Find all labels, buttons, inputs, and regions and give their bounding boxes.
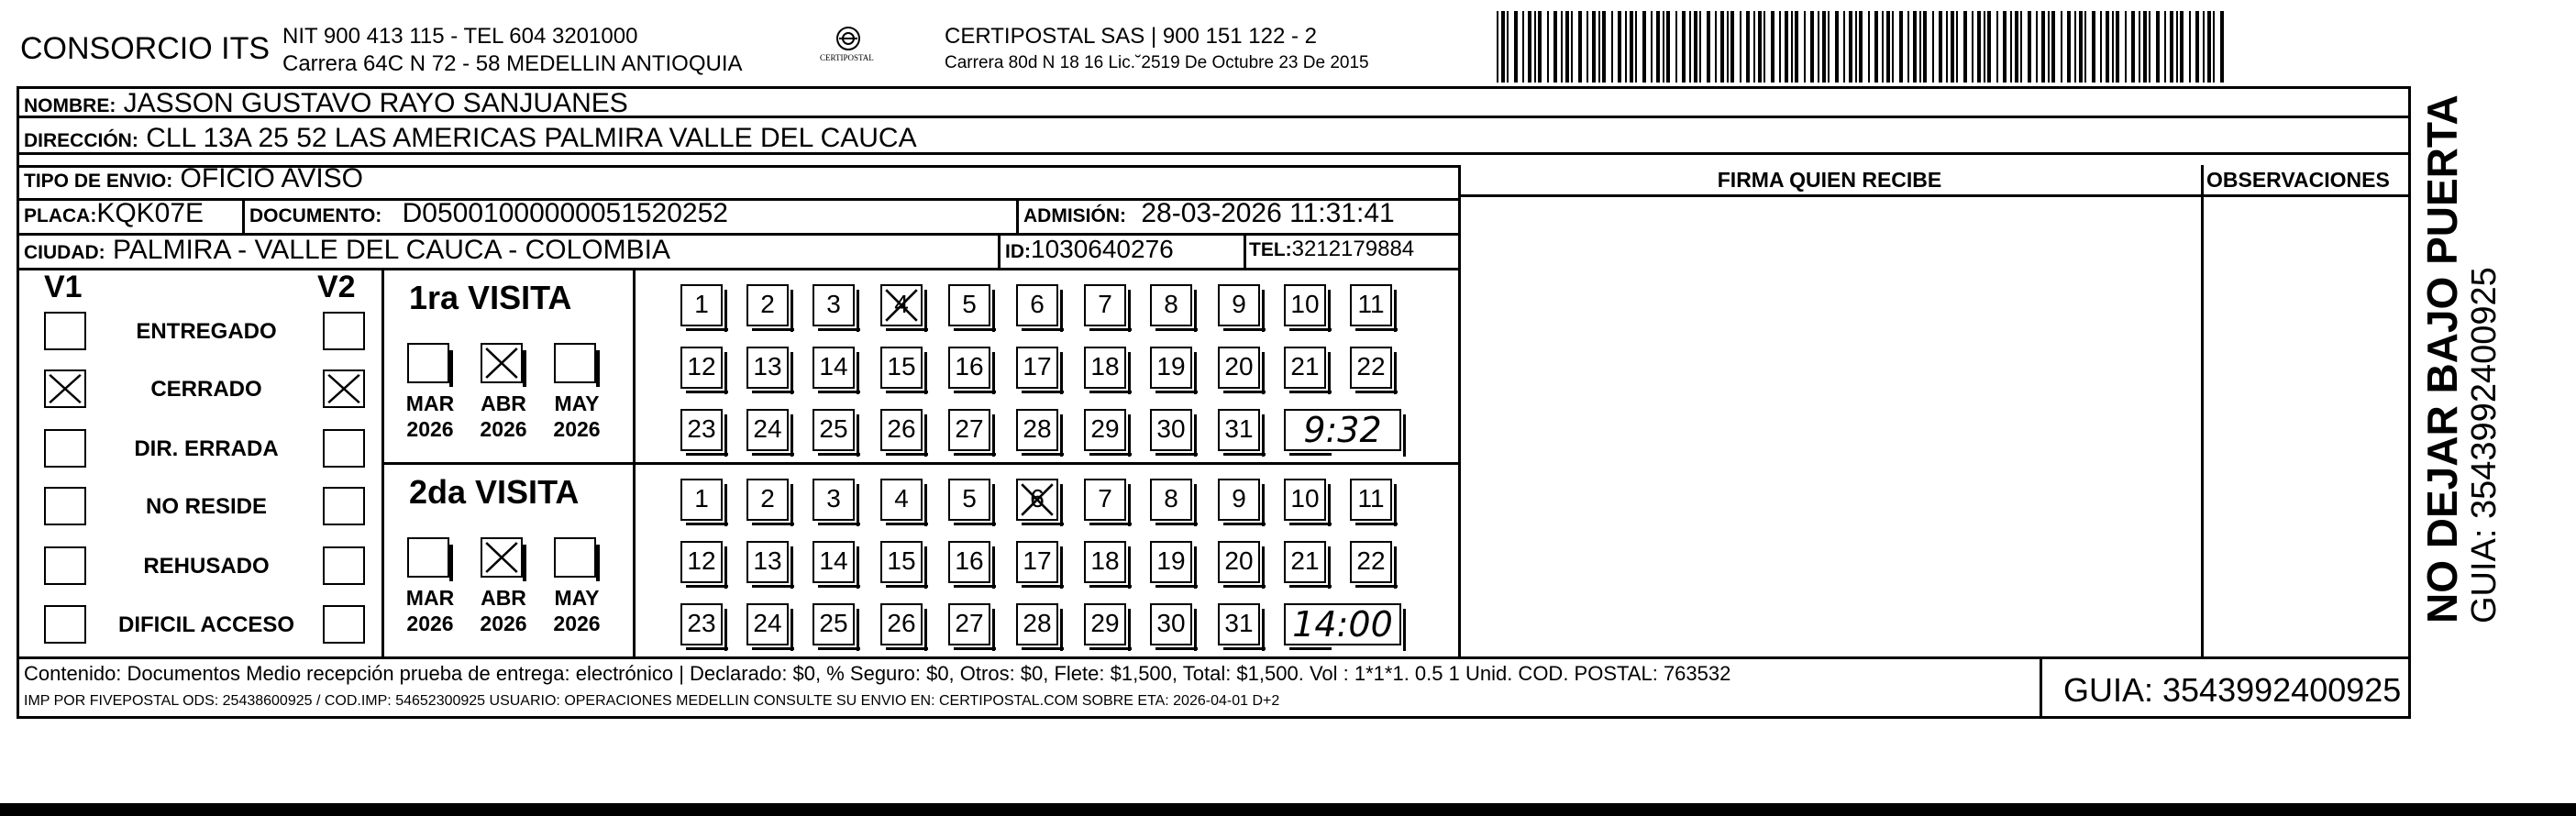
- v2-label: V2: [317, 270, 356, 304]
- v2-checkbox[interactable]: [323, 369, 365, 408]
- day-box[interactable]: 28: [1016, 603, 1058, 645]
- plate-value: KQK07E: [96, 198, 205, 228]
- side-text: [2419, 94, 2504, 623]
- address-row: [24, 123, 917, 154]
- company-address: Carrera 64C N 72 - 58 MEDELLIN ANTIOQUIA: [282, 51, 743, 76]
- day-box[interactable]: 17: [1016, 541, 1058, 583]
- month-label: MAR: [405, 586, 455, 610]
- visit-time: 14:00: [1292, 604, 1393, 645]
- company-name: CONSORCIO ITS: [20, 31, 271, 66]
- year-label: 2026: [406, 612, 454, 635]
- v1-checkbox[interactable]: [44, 546, 86, 585]
- month-checkbox[interactable]: [407, 343, 449, 383]
- v1-checkbox[interactable]: [44, 429, 86, 468]
- day-box[interactable]: 26: [880, 409, 923, 451]
- day-box[interactable]: 1: [680, 479, 723, 521]
- day-box[interactable]: 22: [1350, 347, 1392, 389]
- month-checkbox[interactable]: [554, 343, 596, 383]
- day-box[interactable]: 17: [1016, 347, 1058, 389]
- day-box[interactable]: 8: [1150, 479, 1192, 521]
- day-box[interactable]: 3: [813, 479, 855, 521]
- side-guia: GUIA: 3543992400925: [2465, 267, 2504, 623]
- type-row: [24, 163, 363, 194]
- certipostal-logo: [820, 24, 874, 72]
- footer-contents: Contenido: Documentos Medio recepción prueba de entrega: electrónico | Declarado: $0, % Seguro: $0, Otros: $0, Flete: $1,500, Total: $1,500. Vol : 1*1*1. 0.5 1 Unid. COD. POSTAL: 763532: [24, 662, 1731, 685]
- plate-label: PLACA:: [24, 205, 97, 226]
- status-label: REHUSADO: [143, 554, 270, 579]
- id-row: [1005, 235, 1174, 264]
- day-box[interactable]: 26: [880, 603, 923, 645]
- day-box[interactable]: 24: [746, 409, 789, 451]
- tel-row: [1249, 237, 1414, 262]
- v1-checkbox[interactable]: [44, 312, 86, 350]
- day-box[interactable]: 18: [1084, 347, 1126, 389]
- month-label: MAR: [405, 391, 455, 415]
- year-label: 2026: [553, 417, 601, 441]
- day-box[interactable]: 10: [1284, 479, 1326, 521]
- footer-print-line: IMP POR FIVEPOSTAL ODS: 25438600925 / COD.IMP: 54652300925 USUARIO: OPERACIONES MEDELLIN CONSULTE SU ENVIO EN: CERTIPOSTAL.COM SOBRE ETA: 2026-04-01 D+2: [24, 693, 1280, 709]
- visit-title: 1ra VISITA: [409, 279, 572, 316]
- month-label: MAY: [554, 586, 600, 610]
- visit-time-box[interactable]: [1284, 409, 1401, 451]
- day-box[interactable]: 20: [1218, 347, 1260, 389]
- day-box[interactable]: 30: [1150, 409, 1192, 451]
- year-label: 2026: [553, 612, 601, 635]
- recipient-name: JASSON GUSTAVO RAYO SANJUANES: [123, 88, 628, 118]
- recipient-address: CLL 13A 25 52 LAS AMERICAS PALMIRA VALLE DEL CAUCA: [146, 123, 917, 153]
- day-box[interactable]: 5: [948, 284, 990, 326]
- day-box[interactable]: 13: [746, 347, 789, 389]
- visit-time-box[interactable]: [1284, 603, 1401, 645]
- v1-checkbox[interactable]: [44, 487, 86, 525]
- day-box[interactable]: 30: [1150, 603, 1192, 645]
- day-box[interactable]: 11: [1350, 284, 1392, 326]
- shipment-type: OFICIO AVISO: [180, 163, 364, 193]
- footer-guia: GUIA: 3543992400925: [2063, 671, 2402, 709]
- day-box[interactable]: 1: [680, 284, 723, 326]
- month-label: ABR: [481, 586, 526, 610]
- day-box[interactable]: 25: [813, 409, 855, 451]
- observations-header: OBSERVACIONES: [2206, 168, 2390, 192]
- status-label: ENTREGADO: [136, 319, 277, 344]
- month-checkbox[interactable]: [481, 537, 523, 578]
- day-box[interactable]: 8: [1150, 284, 1192, 326]
- day-box[interactable]: 23: [680, 409, 723, 451]
- type-label: TIPO DE ENVIO:: [24, 171, 173, 192]
- day-box[interactable]: 22: [1350, 541, 1392, 583]
- day-box[interactable]: 15: [880, 347, 923, 389]
- day-box[interactable]: 4: [880, 284, 923, 326]
- name-row: [24, 88, 628, 119]
- address-label: DIRECCIÓN:: [24, 130, 138, 151]
- day-box[interactable]: 5: [948, 479, 990, 521]
- day-box[interactable]: 21: [1284, 541, 1326, 583]
- v2-checkbox[interactable]: [323, 312, 365, 350]
- carrier-name: CERTIPOSTAL SAS | 900 151 122 - 2: [945, 24, 1317, 49]
- day-box[interactable]: 7: [1084, 479, 1126, 521]
- year-label: 2026: [480, 417, 527, 441]
- day-box[interactable]: 14: [813, 541, 855, 583]
- v2-checkbox[interactable]: [323, 429, 365, 468]
- signature-header: FIRMA QUIEN RECIBE: [1717, 168, 1942, 192]
- visit-time: 9:32: [1303, 410, 1382, 450]
- v2-checkbox[interactable]: [323, 605, 365, 644]
- month-checkbox[interactable]: [481, 343, 523, 383]
- admission-label: ADMISIÓN:: [1023, 205, 1126, 226]
- day-box[interactable]: 11: [1350, 479, 1392, 521]
- carrier-address: Carrera 80d N 18 16 Lic.˘2519 De Octubre 23 De 2015: [945, 53, 1369, 72]
- day-box[interactable]: 19: [1150, 541, 1192, 583]
- day-box[interactable]: 6: [1016, 479, 1058, 521]
- city-row: [24, 235, 670, 266]
- month-label: MAY: [554, 391, 600, 415]
- observations-area[interactable]: [2204, 197, 2411, 656]
- status-label: DIR. ERRADA: [134, 436, 279, 461]
- day-box[interactable]: 2: [746, 284, 789, 326]
- status-label: NO RESIDE: [145, 494, 268, 519]
- year-label: 2026: [480, 612, 527, 635]
- day-box[interactable]: 25: [813, 603, 855, 645]
- month-checkbox[interactable]: [554, 537, 596, 578]
- company-nit: NIT 900 413 115 - TEL 604 3201000: [282, 24, 638, 49]
- day-box[interactable]: 19: [1150, 347, 1192, 389]
- admission-row: [1023, 198, 1395, 229]
- day-box[interactable]: 10: [1284, 284, 1326, 326]
- day-box[interactable]: 21: [1284, 347, 1326, 389]
- signature-area[interactable]: [1461, 197, 2201, 656]
- logo-caption: CERTIPOSTAL: [820, 53, 874, 62]
- month-label: ABR: [481, 391, 526, 415]
- tel-value: 3212179884: [1291, 237, 1415, 261]
- tel-label: TEL:: [1249, 239, 1292, 260]
- visit-title: 2da VISITA: [409, 473, 580, 511]
- day-box[interactable]: 24: [746, 603, 789, 645]
- barcode: [1497, 11, 2228, 83]
- day-box[interactable]: 14: [813, 347, 855, 389]
- v1-label: V1: [44, 270, 83, 304]
- v1-checkbox[interactable]: [44, 369, 86, 408]
- city-value: PALMIRA - VALLE DEL CAUCA - COLOMBIA: [113, 235, 670, 265]
- day-box[interactable]: 9: [1218, 479, 1260, 521]
- day-box[interactable]: 4: [880, 479, 923, 521]
- day-box[interactable]: 7: [1084, 284, 1126, 326]
- day-box[interactable]: 31: [1218, 603, 1260, 645]
- day-box[interactable]: 6: [1016, 284, 1058, 326]
- day-box[interactable]: 12: [680, 347, 723, 389]
- day-box[interactable]: 28: [1016, 409, 1058, 451]
- v2-checkbox[interactable]: [323, 546, 365, 585]
- name-label: NOMBRE:: [24, 95, 116, 116]
- day-box[interactable]: 27: [948, 603, 990, 645]
- day-box[interactable]: 29: [1084, 409, 1126, 451]
- day-box[interactable]: 13: [746, 541, 789, 583]
- doc-label: DOCUMENTO:: [249, 205, 382, 226]
- id-value: 1030640276: [1031, 235, 1174, 263]
- day-box[interactable]: 29: [1084, 603, 1126, 645]
- day-box[interactable]: 23: [680, 603, 723, 645]
- side-title: NO DEJAR BAJO PUERTA: [2418, 94, 2466, 623]
- day-box[interactable]: 18: [1084, 541, 1126, 583]
- city-label: CIUDAD:: [24, 242, 105, 263]
- day-box[interactable]: 31: [1218, 409, 1260, 451]
- v2-checkbox[interactable]: [323, 487, 365, 525]
- month-checkbox[interactable]: [407, 537, 449, 578]
- year-label: 2026: [406, 417, 454, 441]
- day-box[interactable]: 20: [1218, 541, 1260, 583]
- day-box[interactable]: 3: [813, 284, 855, 326]
- page-bottom-edge: [0, 803, 2576, 816]
- day-box[interactable]: 16: [948, 541, 990, 583]
- id-label: ID:: [1005, 241, 1031, 262]
- day-box[interactable]: 27: [948, 409, 990, 451]
- v1-checkbox[interactable]: [44, 605, 86, 644]
- status-label: CERRADO: [150, 377, 262, 402]
- doc-value: D05001000000051520252: [402, 198, 728, 228]
- day-box[interactable]: 9: [1218, 284, 1260, 326]
- plate-row: [24, 198, 204, 229]
- status-label: DIFICIL ACCESO: [117, 612, 294, 637]
- day-box[interactable]: 15: [880, 541, 923, 583]
- doc-row: [249, 198, 728, 229]
- day-box[interactable]: 12: [680, 541, 723, 583]
- day-box[interactable]: 2: [746, 479, 789, 521]
- day-box[interactable]: 16: [948, 347, 990, 389]
- admission-value: 28-03-2026 11:31:41: [1141, 198, 1395, 228]
